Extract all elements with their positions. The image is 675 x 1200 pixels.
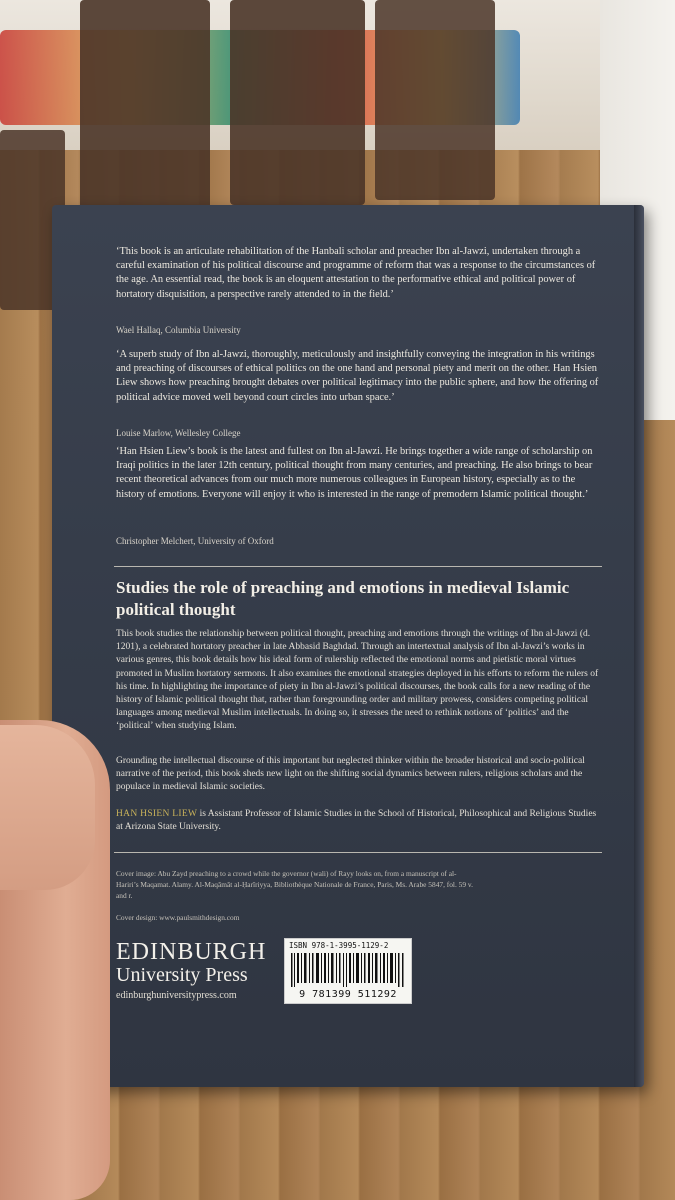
thumb	[0, 725, 95, 890]
description-paragraph-1: This book studies the relationship between political thought, preaching and emotions through the writings of Ibn al-Jawzi (d. 1201), a celebrated hortatory preacher in late Abbasid Baghdad. Through an intertextual analysis of Ibn al-Jawzi’s works in various genres, this book details how his ideal form of rulership reflected the emotional norms and pietistic moral virtues promoted in Muslim hortatory sermons. It also examines the emotional strategies deployed in his efforts to reform the rulers of his time. In highlighting the importance of piety in Ibn al-Jawzi’s political discourses, the book calls for a new reading of the history of Islamic political thought that, rather than foregrounding order and military prowess, considers competing political languages among medieval Muslim intellectuals. In doing so, it stresses the need to rethink notions of ‘politics’ and the ‘political’ when studying Islam.	[116, 629, 599, 732]
author-bio	[116, 808, 602, 834]
isbn-text: ISBN 978-1-3995-1129-2	[289, 941, 389, 950]
divider-bottom	[114, 852, 602, 853]
chair	[230, 0, 365, 205]
publisher-logo	[116, 940, 266, 1001]
publisher-name-line1: EDINBURGH	[116, 939, 267, 965]
review-quote-2: ‘A superb study of Ibn al-Jawzi, thoroughly, meticulously and insightfully conveying the integration in his writings and preaching of discourses of ethical politics on the one hand and personal piety and merit on the other. Han Hsien Liew shows how preaching brought debates over political legitimacy into the public sphere, and how the offering of political advice moved well beyond court circles into urban space.’	[116, 349, 599, 403]
review-attribution-1: Wael Hallaq, Columbia University	[116, 325, 241, 335]
divider-top	[114, 566, 602, 567]
review-quote-1: ‘This book is an articulate rehabilitation of the Hanbali scholar and preacher Ibn al-Jawzi, undertaken through a careful examination of his political discourse and programme of reform that was a response to the circumstances of the age. An essential read, the book is an eloquent attestation to the performative ethical and political power of hortatory disquisition, a perspective rarely attended to in the field.’	[116, 246, 596, 300]
review-attribution-2: Louise Marlow, Wellesley College	[116, 428, 241, 438]
publisher-name-line2: University Press	[116, 964, 248, 986]
review-quote-3: ‘Han Hsien Liew’s book is the latest and fullest on Ibn al-Jawzi. He brings together a wide range of scholarship on Iraqi politics in the later 12th century, political thought from many centuries, and preaching. He also brings to bear recent theoretical advances from our much more numerous colleagues in European history, especially as to the history of emotions. Everyone will enjoy it who is interested in the range of premodern Islamic political thought.’	[116, 446, 593, 500]
book-back-cover	[52, 205, 644, 1087]
book-headline: Studies the role of preaching and emotions in medieval Islamic political thought	[116, 578, 570, 619]
author-name: HAN HSIEN LIEW	[116, 809, 198, 819]
description-paragraph-2: Grounding the intellectual discourse of this important but neglected thinker within the broader historical and socio-political narrative of the period, this book sheds new light on the shifting social dynamics between rulers, religious scholars and the populace in medieval Islamic societies.	[116, 756, 585, 793]
chair	[80, 0, 210, 210]
cover-design-credit: Cover design: www.paulsmithdesign.com	[116, 913, 240, 922]
ean-number: 9 781399 511292	[299, 989, 397, 1000]
review-attribution-3: Christopher Melchert, University of Oxford	[116, 536, 274, 546]
author-bio-text: is Assistant Professor of Islamic Studies in the School of Historical, Philosophical and Religious Studies at Arizona State University.	[116, 809, 597, 833]
barcode-bars	[291, 953, 405, 987]
chair	[375, 0, 495, 200]
book-spine-edge	[634, 205, 644, 1087]
isbn-barcode	[284, 938, 412, 1004]
cover-image-credit: Cover image: Abu Zayd preaching to a crowd while the governor (wali) of Rayy looks on, from a manuscript of al-Hariri’s Maqamat. Alamy. Al-Maqāmāt al-Ḥarīriyya, Bibliothèque Nationale de France, Paris, Ms. Arabe 5847, fol. 59 v. and r.	[116, 869, 473, 900]
publisher-url: edinburghuniversitypress.com	[116, 990, 237, 1001]
